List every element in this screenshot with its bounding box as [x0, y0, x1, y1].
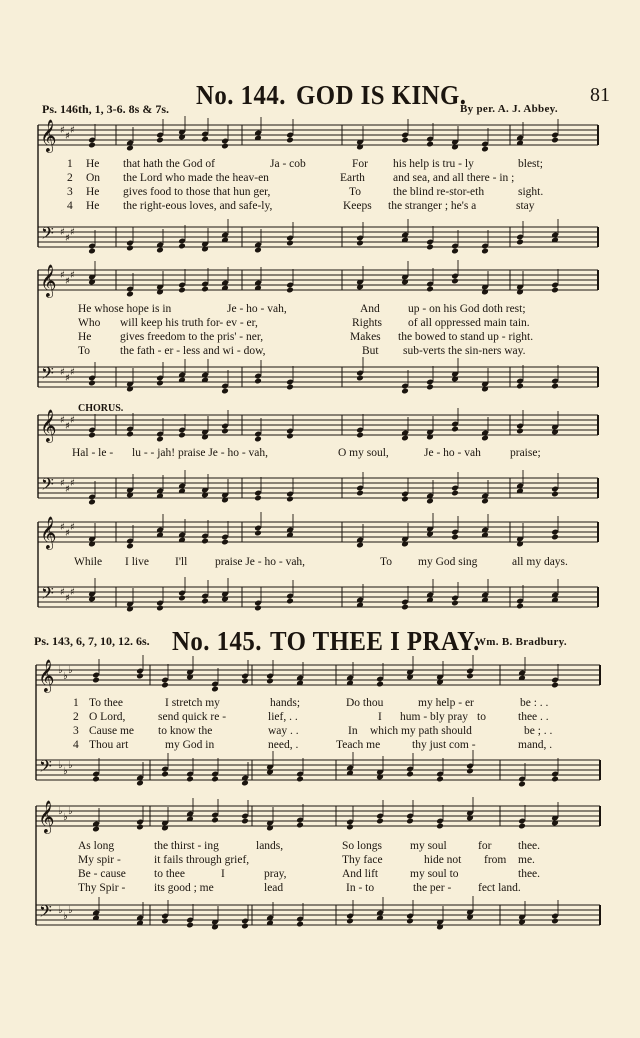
note-head	[156, 436, 164, 443]
note-head	[466, 673, 474, 680]
note-head	[356, 542, 364, 549]
note-head	[436, 823, 444, 830]
note-head	[88, 499, 96, 506]
lyric: Thy Spir -	[78, 882, 126, 894]
lyric: of all oppressed main tain.	[408, 317, 530, 329]
note-head	[211, 817, 219, 824]
sharp-icon: ♯	[70, 125, 75, 136]
note-head	[551, 682, 559, 689]
note-head	[286, 433, 294, 440]
note-head	[551, 137, 559, 144]
lyric: gives food to those that hun ger,	[123, 186, 271, 198]
note-head	[516, 603, 524, 610]
bass-clef-icon: 𝄢	[39, 756, 52, 780]
note-head	[88, 380, 96, 387]
sharp-icon: ♯	[70, 270, 75, 281]
lyric: Teach me	[336, 739, 381, 751]
flat-icon: ♭	[63, 671, 68, 682]
flat-icon: ♭	[58, 760, 63, 771]
lyric: pray,	[264, 868, 287, 880]
flat-icon: ♭	[63, 911, 68, 922]
note-head	[186, 922, 194, 929]
lyric: hum - bly pray	[400, 711, 469, 723]
note-head	[156, 137, 164, 144]
lyric: for	[478, 840, 492, 852]
note-head	[161, 682, 169, 689]
note-head	[136, 673, 144, 680]
note-head	[92, 776, 100, 783]
hymn-144-meter: Ps. 146th, 1, 3-6. 8s & 7s.	[42, 102, 170, 116]
lyric: thee . .	[518, 711, 549, 723]
lyric: Je - ho - vah	[424, 447, 481, 459]
note-head	[161, 771, 169, 778]
hymn-145-credit: Wm. B. Bradbury.	[475, 636, 567, 648]
note-head	[376, 681, 384, 688]
note-head	[88, 248, 96, 255]
note-head	[551, 383, 559, 390]
note-head	[178, 432, 186, 439]
note-head	[286, 598, 294, 605]
lyric: and sea, and all there - in ;	[393, 172, 515, 184]
lyric: the Lord who made the heav-en	[123, 172, 269, 184]
hymn-144-number: No. 144.	[196, 80, 286, 110]
sharp-icon: ♯	[70, 367, 75, 378]
note-head	[426, 384, 434, 391]
lyric: Thy face	[342, 854, 383, 866]
lyric: blest;	[518, 158, 543, 170]
treble-clef-icon: 𝄞	[38, 800, 55, 833]
lyric: And	[360, 303, 380, 315]
lyric: my help - er	[418, 697, 474, 709]
note-head	[426, 244, 434, 251]
sharp-icon: ♯	[70, 587, 75, 598]
note-head	[401, 388, 409, 395]
note-head	[156, 605, 164, 612]
note-head	[254, 605, 262, 612]
note-head	[296, 921, 304, 928]
note-head	[201, 538, 209, 545]
note-head	[286, 240, 294, 247]
sharp-icon: ♯	[65, 373, 70, 384]
note-head	[266, 678, 274, 685]
note-head	[186, 776, 194, 783]
note-head	[126, 431, 134, 438]
lyric: that hath the God of	[123, 158, 215, 170]
lyric: I'll	[175, 556, 188, 568]
lyric: And lift	[342, 868, 379, 880]
note-head	[376, 818, 384, 825]
lyric: stay	[516, 200, 535, 212]
sharp-icon: ♯	[70, 415, 75, 426]
sharp-icon: ♯	[65, 233, 70, 244]
note-head	[451, 248, 459, 255]
hymn-145-meter: Ps. 143, 6, 7, 10, 12. 6s.	[34, 634, 150, 648]
lyric: He	[86, 186, 100, 198]
lyric: Do thou	[346, 697, 384, 709]
sharp-icon: ♯	[65, 276, 70, 287]
lyric: While	[74, 556, 103, 568]
lyric: me.	[518, 854, 535, 866]
lyric: So longs	[342, 840, 382, 852]
sharp-icon: ♯	[65, 421, 70, 432]
sharp-icon: ♯	[65, 593, 70, 604]
lyric: O Lord,	[89, 711, 126, 723]
lyric: Cause me	[89, 725, 135, 737]
hymn-144-credit: By per. A. J. Abbey.	[460, 103, 558, 115]
lyric: To	[349, 186, 361, 198]
sharp-icon: ♯	[60, 478, 65, 489]
lyric: the stranger ; he's a	[388, 200, 477, 212]
lyric: O my soul,	[338, 447, 389, 459]
lyric: send quick re -	[158, 711, 227, 723]
flat-icon: ♭	[58, 665, 63, 676]
lyric: My spir -	[78, 854, 121, 866]
lyric: thee.	[518, 840, 541, 852]
lyric: hide not	[424, 854, 462, 866]
verse-number: 3	[67, 186, 73, 198]
lyric: Ja - cob	[270, 158, 306, 170]
verse-number: 4	[73, 739, 79, 751]
lyric: which my path should	[370, 725, 472, 737]
lyric: the right-eous loves, and safe-ly,	[123, 200, 273, 212]
chorus-label: CHORUS.	[78, 403, 124, 414]
lyric: gives freedom to the pris' - ner,	[120, 331, 264, 343]
lyric: sub-verts the sin-ners way.	[403, 345, 526, 357]
note-head	[178, 243, 186, 250]
lyric: the fath - er - less and wi - dow,	[120, 345, 266, 357]
note-head	[481, 435, 489, 442]
note-head	[401, 435, 409, 442]
note-head	[346, 824, 354, 831]
note-head	[516, 239, 524, 246]
flat-icon: ♭	[63, 812, 68, 823]
note-head	[356, 375, 364, 382]
lyric: praise Je - ho - vah,	[215, 556, 306, 568]
note-head	[241, 923, 249, 930]
lyric: fect land.	[478, 882, 521, 894]
note-head	[296, 822, 304, 829]
lyric: the blind re-stor-eth	[393, 186, 485, 198]
lyric: lead	[264, 882, 284, 894]
lyric: lief, . .	[268, 711, 298, 723]
note-head	[178, 595, 186, 602]
lyric: need, .	[268, 739, 299, 751]
lyric: praise;	[510, 447, 541, 459]
note-head	[254, 247, 262, 254]
note-head	[88, 432, 96, 439]
flat-icon: ♭	[58, 806, 63, 817]
lyric: it fails through grief,	[154, 854, 250, 866]
note-head	[401, 604, 409, 611]
note-head	[466, 768, 474, 775]
note-head	[451, 600, 459, 607]
note-head	[286, 496, 294, 503]
note-head	[254, 530, 262, 537]
treble-clef-icon: 𝄞	[40, 264, 57, 297]
sharp-icon: ♯	[60, 587, 65, 598]
flat-icon: ♭	[58, 905, 63, 916]
lyric: from	[484, 854, 507, 866]
note-head	[516, 428, 524, 435]
lyric: But	[362, 345, 379, 357]
note-head	[286, 384, 294, 391]
lyric: Earth	[340, 172, 365, 184]
note-head	[221, 428, 229, 435]
lyric: be ; . .	[524, 725, 553, 737]
note-head	[211, 686, 219, 693]
note-head	[126, 291, 134, 298]
note-head	[161, 918, 169, 925]
flat-icon: ♭	[68, 665, 73, 676]
treble-clef-icon: 𝄞	[38, 659, 55, 692]
note-head	[178, 287, 186, 294]
sharp-icon: ♯	[70, 478, 75, 489]
lyric: He whose hope is in	[78, 303, 172, 315]
lyric: up - on his God doth rest;	[408, 303, 526, 315]
lyric: As long	[78, 840, 115, 852]
note-head	[286, 137, 294, 144]
sharp-icon: ♯	[60, 227, 65, 238]
note-head	[551, 918, 559, 925]
note-head	[241, 780, 249, 787]
note-head	[126, 145, 134, 152]
sharp-icon: ♯	[60, 270, 65, 281]
lyric: To	[380, 556, 392, 568]
sharp-icon: ♯	[60, 125, 65, 136]
note-head	[436, 776, 444, 783]
flat-icon: ♭	[63, 766, 68, 777]
note-head	[346, 918, 354, 925]
sharp-icon: ♯	[60, 415, 65, 426]
verse-number: 3	[73, 725, 79, 737]
bass-clef-icon: 𝄢	[41, 223, 54, 247]
lyric: I	[221, 868, 225, 880]
note-head	[406, 771, 414, 778]
lyric: my God in	[165, 739, 215, 751]
note-head	[451, 278, 459, 285]
treble-clef-icon: 𝄞	[40, 409, 57, 442]
lyric: my God sing	[418, 556, 478, 568]
note-head	[551, 776, 559, 783]
lyric: the bowed to stand up - right.	[398, 331, 534, 343]
note-head	[254, 495, 262, 502]
note-head	[296, 776, 304, 783]
note-head	[211, 776, 219, 783]
lyric: lands,	[256, 840, 284, 852]
lyric: I live	[125, 556, 149, 568]
lyric: hands;	[270, 697, 301, 709]
lyric: Thou art	[89, 739, 129, 751]
note-head	[92, 826, 100, 833]
page-number: 81	[590, 84, 610, 106]
hymn-145-title: TO THEE I PRAY.	[270, 626, 480, 656]
sharp-icon: ♯	[65, 131, 70, 142]
lyric: I	[378, 711, 382, 723]
note-head	[426, 498, 434, 505]
note-head	[356, 432, 364, 439]
flat-icon: ♭	[68, 760, 73, 771]
note-head	[92, 677, 100, 684]
note-head	[551, 534, 559, 541]
note-head	[221, 143, 229, 150]
note-head	[451, 426, 459, 433]
lyric: For	[352, 158, 368, 170]
lyric: thee.	[518, 868, 541, 880]
lyric: In - to	[346, 882, 375, 894]
lyric: mand, .	[518, 739, 553, 751]
lyric: to know the	[158, 725, 213, 737]
note-head	[406, 818, 414, 825]
sharp-icon: ♯	[65, 528, 70, 539]
lyric: I stretch my	[165, 697, 220, 709]
lyric: my soul	[410, 840, 447, 852]
note-head	[88, 142, 96, 149]
note-head	[221, 388, 229, 395]
treble-clef-icon: 𝄞	[40, 119, 57, 152]
verse-number: 1	[67, 158, 73, 170]
note-head	[481, 146, 489, 153]
note-head	[518, 823, 526, 830]
note-head	[451, 490, 459, 497]
lyric: On	[86, 172, 101, 184]
bass-clef-icon: 𝄢	[41, 474, 54, 498]
note-head	[426, 141, 434, 148]
lyric: way . .	[268, 725, 299, 737]
sharp-icon: ♯	[65, 484, 70, 495]
note-head	[551, 491, 559, 498]
note-head	[241, 678, 249, 685]
verse-number: 2	[67, 172, 73, 184]
lyric: its good ; me	[154, 882, 214, 894]
note-head	[551, 287, 559, 294]
lyric: Hal - le -	[72, 447, 114, 459]
note-head	[126, 245, 134, 252]
note-head	[356, 240, 364, 247]
note-head	[201, 286, 209, 293]
lyric: Keeps	[343, 200, 372, 212]
note-head	[401, 137, 409, 144]
note-head	[481, 248, 489, 255]
verse-number: 4	[67, 200, 73, 212]
lyric: He	[78, 331, 92, 343]
note-head	[156, 247, 164, 254]
note-head	[241, 818, 249, 825]
hymn-145-number: No. 145.	[172, 626, 262, 656]
verse-number: 2	[73, 711, 79, 723]
note-head	[254, 436, 262, 443]
lyric: my soul to	[410, 868, 459, 880]
verse-number: 1	[73, 697, 79, 709]
lyric: Be - cause	[78, 868, 126, 880]
note-head	[518, 781, 526, 788]
lyric: lu - - jah! praise Je - ho - vah,	[132, 447, 269, 459]
lyric: sight.	[518, 186, 544, 198]
note-head	[126, 543, 134, 550]
lyric: Makes	[350, 331, 381, 343]
note-head	[356, 490, 364, 497]
sharp-icon: ♯	[70, 227, 75, 238]
note-head	[406, 918, 414, 925]
sharp-icon: ♯	[70, 522, 75, 533]
note-head	[201, 136, 209, 143]
lyric: To	[78, 345, 90, 357]
note-head	[136, 824, 144, 831]
lyric: To thee	[89, 697, 124, 709]
sharp-icon: ♯	[60, 367, 65, 378]
lyric: will keep his truth for- ev - er,	[120, 317, 258, 329]
lyric: thy just com -	[412, 739, 476, 751]
bass-clef-icon: 𝄢	[41, 583, 54, 607]
note-head	[156, 380, 164, 387]
note-head	[451, 534, 459, 541]
lyric: be : . .	[520, 697, 549, 709]
note-head	[426, 286, 434, 293]
lyric: his help is tru - ly	[393, 158, 474, 170]
bass-clef-icon: 𝄢	[41, 363, 54, 387]
lyric: Rights	[352, 317, 383, 329]
note-head	[286, 287, 294, 294]
note-head	[481, 498, 489, 505]
note-head	[136, 780, 144, 787]
flat-icon: ♭	[68, 806, 73, 817]
note-head	[254, 378, 262, 385]
note-head	[516, 383, 524, 390]
hymn-144-title: GOD IS KING.	[296, 80, 467, 110]
lyric: all my days.	[512, 556, 568, 568]
treble-clef-icon: 𝄞	[40, 516, 57, 549]
lyric: the per -	[413, 882, 452, 894]
note-head	[401, 496, 409, 503]
bass-clef-icon: 𝄢	[39, 901, 52, 925]
note-head	[221, 539, 229, 546]
lyric: the thirst - ing	[154, 840, 219, 852]
note-head	[201, 598, 209, 605]
lyric: He	[86, 158, 100, 170]
lyric: to thee	[154, 868, 185, 880]
lyric: He	[86, 200, 100, 212]
lyric: In	[348, 725, 358, 737]
sharp-icon: ♯	[60, 522, 65, 533]
lyric: Je - ho - vah,	[227, 303, 287, 315]
lyric: Who	[78, 317, 101, 329]
lyric: to	[477, 711, 486, 723]
flat-icon: ♭	[68, 905, 73, 916]
